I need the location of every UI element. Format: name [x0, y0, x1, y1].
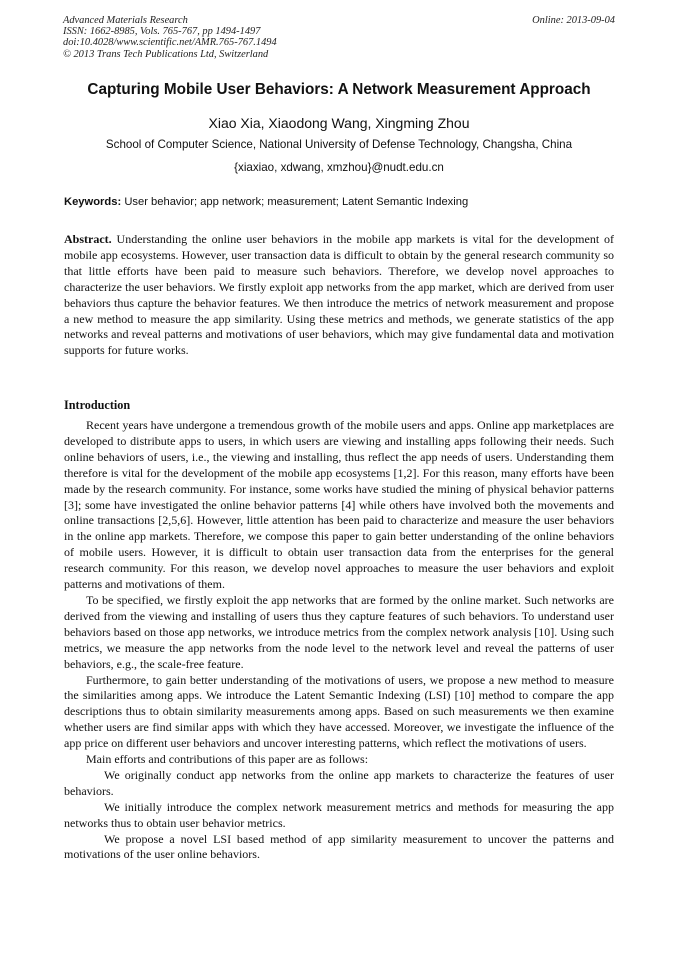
- introduction-body: [64, 418, 614, 863]
- abstract-label: Abstract.: [64, 232, 112, 246]
- abstract: [64, 232, 614, 359]
- paper-title: Capturing Mobile User Behaviors: A Network Measurement Approach: [87, 81, 591, 98]
- intro-paragraph: To be specified, we firstly exploit the app networks that are formed by the online market. Such networks are derived from the viewing and installing of users thus they capture features of such behaviors. To understand user behaviors based on those app networks, we introduce metrics from the complex network analysis [10]. Using such metrics, we measure the app networks from the node level to the network level and reveal the patterns of user behaviors, e.g., the scale-free feature.: [64, 592, 614, 671]
- author-emails: {xiaxiao, xdwang, xmzhou}@nudt.edu.cn: [234, 161, 444, 174]
- intro-paragraph: Main efforts and contributions of this paper are as follows:: [86, 752, 369, 767]
- contribution-item: We propose a novel LSI based method of app similarity measurement to uncover the patterns and motivations of the user online behaviors.: [64, 831, 614, 862]
- keywords-text: User behavior; app network; measurement; Latent Semantic Indexing: [124, 196, 469, 208]
- abstract-text: Understanding the online user behaviors in the mobile app markets is vital for the development of mobile app ecosystems. However, user transaction data is difficult to obtain by the general research community so that little efforts have been paid to measure such behaviors. Therefore, we develop novel approaches to characterize the user behaviors. We firstly exploit app networks from the app market, which are derived from user behaviors thus capture the behavior features. We then introduce the metrics of network measurement and propose a new method to measure the app similarity. Using these metrics and methods, we generate statistics of the app networks and reveal patterns and motivations of user behaviors, which may give fundamental data and motivation supports for future works.: [64, 232, 615, 358]
- intro-paragraph: Recent years have undergone a tremendous growth of the mobile users and apps. Online app marketplaces are developed to distribute apps to users, in which users are viewing and installing apps following their needs. Such online behaviors of users, i.e., the viewing and installing, thus reflect the app needs of users. Understanding them therefore is vital for the development of the mobile app ecosystems [1,2]. For this reason, many efforts have been made by the research community. For instance, some works have studied the mining of physical behavior patterns [3]; some have investigated the online behavior patterns [4] while others have involved both the movements and online transactions [2,5,6]. However, little attention has been paid to characterize and measure the user behaviors in the online app markets. Therefore, we compose this paper to gain better understanding of the online behaviors of mobile users. However, it is difficult to obtain user transaction data from the enterprises for the general research community. For this reason, we develop novel approaches to measure the user behaviors and exploit patterns and motivations of them.: [64, 418, 614, 592]
- journal-header: [63, 15, 277, 60]
- journal-name: Advanced Materials Research: [63, 15, 188, 26]
- copyright-line: © 2013 Trans Tech Publications Ltd, Switzerland: [63, 48, 269, 60]
- affiliation: School of Computer Science, National University of Defense Technology, Changsha, China: [105, 138, 573, 151]
- issn-line: ISSN: 1662-8985, Vols. 765-767, pp 1494-1497: [63, 26, 261, 38]
- section-heading-introduction: Introduction: [64, 398, 131, 412]
- online-date: Online: 2013-09-04: [532, 15, 615, 26]
- contribution-item: We initially introduce the complex network measurement metrics and methods for measuring the app networks thus to obtain user behavior metrics.: [64, 799, 614, 830]
- intro-paragraph: Furthermore, to gain better understanding of the motivations of users, we propose a new method to measure the similarities among apps. We introduce the Latent Semantic Indexing (LSI) [10] method to compare the app descriptions thus to obtain similarity measurements among apps. Based on such measurements we then examine whether users are find similar apps with which they have accessed. Moreover, we investigate the influence of the app price on different user behaviors and uncover interesting patterns, which reflect the motivations of users.: [64, 672, 614, 751]
- doi-line: doi:10.4028/www.scientific.net/AMR.765-767.1494: [63, 37, 277, 49]
- keywords: [64, 195, 614, 210]
- keywords-label: Keywords:: [64, 196, 122, 208]
- author-list: Xiao Xia, Xiaodong Wang, Xingming Zhou: [208, 115, 470, 131]
- contribution-item: We originally conduct app networks from the online app markets to characterize the features of user behaviors.: [64, 767, 614, 798]
